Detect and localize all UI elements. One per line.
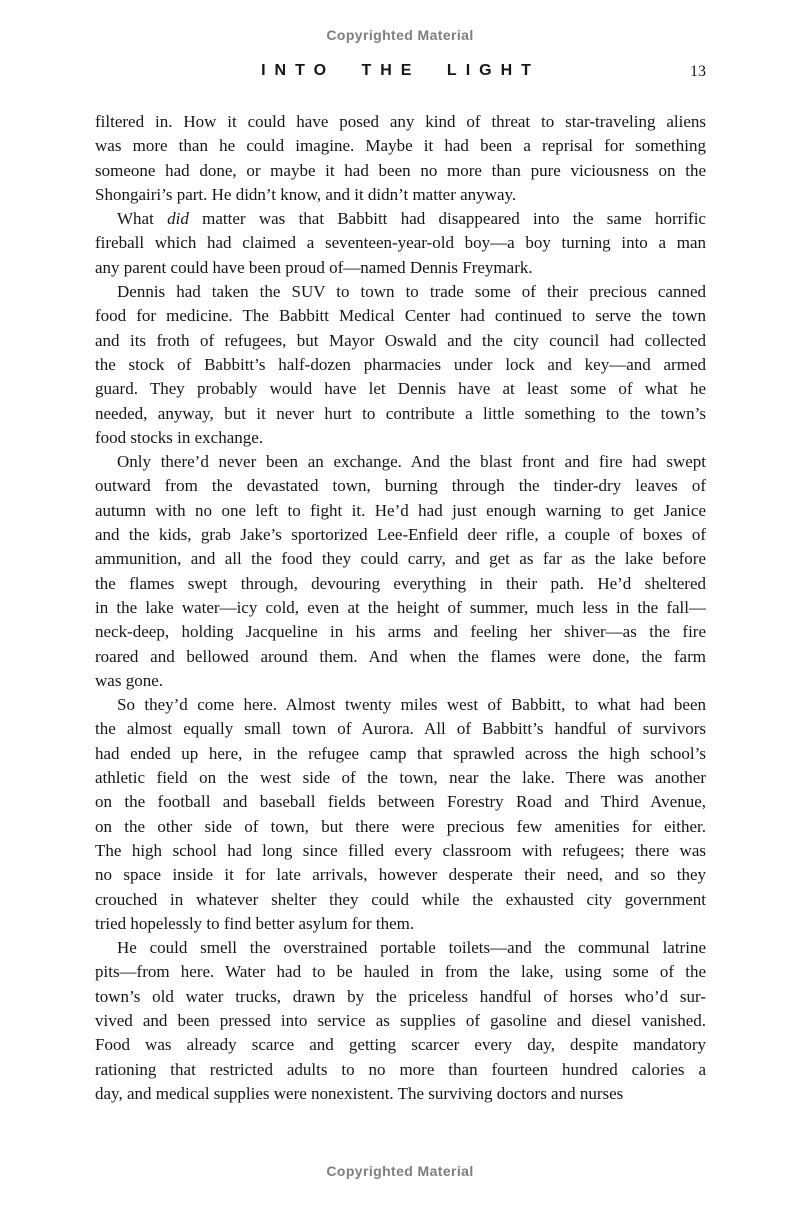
body-text: [95, 110, 706, 1106]
book-title: INTO THE LIGHT: [261, 62, 540, 79]
text-line: guard. They probably would have let Dennis have at least some of what he: [95, 379, 706, 399]
text-line: any parent could have been proud of—named Dennis Freymark.: [95, 257, 533, 277]
text-line: on the other side of town, but there were precious few amenities for either.: [95, 816, 706, 836]
paragraph: [95, 280, 706, 450]
text-line: roared and bellowed around them. And when the flames were done, the farm: [95, 646, 706, 666]
text-line: needed, anyway, but it never hurt to contribute a little something to the town’s: [95, 403, 706, 423]
text-line: in the lake water—icy cold, even at the height of summer, much less in the fall—: [95, 597, 706, 617]
text-line: and the kids, grab Jake’s sportorized Lee-Enfield deer rifle, a couple of boxes of: [95, 525, 706, 545]
running-head: [95, 62, 706, 82]
text-line: the stock of Babbitt’s half-dozen pharmacies under lock and key—and armed: [95, 354, 706, 374]
text-line: and its froth of refugees, but Mayor Oswald and the city council had collected: [95, 330, 706, 350]
text-line: was gone.: [95, 670, 163, 690]
text-line: day, and medical supplies were nonexistent. The surviving doctors and nurses: [95, 1083, 624, 1103]
text-line: someone had done, or maybe it had been no more than pure viciousness on the: [95, 160, 706, 180]
text-line: Food was already scarce and getting scarcer every day, despite mandatory: [95, 1035, 706, 1055]
paragraph: [95, 207, 706, 280]
text-line: outward from the devastated town, burning through the tinder-dry leaves of: [95, 476, 706, 496]
text-line: fireball which had claimed a seventeen-year-old boy—a boy turning into a man: [95, 233, 706, 253]
text-line: food for medicine. The Babbitt Medical Center had continued to serve the town: [95, 306, 706, 326]
text-line: had ended up here, in the refugee camp that sprawled across the high school’s: [95, 743, 706, 763]
text-line: on the football and baseball fields between Forestry Road and Third Avenue,: [95, 792, 706, 812]
text-line: no space inside it for late arrivals, however desperate their need, and so they: [95, 865, 706, 885]
text-line: autumn with no one left to fight it. He’d had just enough warning to get Janice: [95, 500, 706, 520]
text-line: athletic field on the west side of the town, near the lake. There was another: [95, 768, 706, 788]
text-line: ammunition, and all the food they could carry, and get as far as the lake before: [95, 549, 706, 569]
text-line: Shongairi’s part. He didn’t know, and it didn’t matter anyway.: [95, 184, 517, 204]
text-line: vived and been pressed into service as supplies of gasoline and diesel vanished.: [95, 1010, 706, 1030]
copyright-notice-bottom: Copyrighted Material: [326, 1163, 474, 1179]
text-line: What did matter was that Babbitt had disappeared into the same horrific: [117, 209, 706, 229]
paragraph: [95, 450, 706, 693]
paragraph: [95, 110, 706, 207]
page-number: 13: [690, 63, 706, 80]
text-line: Only there’d never been an exchange. And the blast front and fire had swept: [117, 452, 706, 472]
text-line: tried hopelessly to find better asylum for them.: [95, 913, 415, 933]
paragraph: [95, 693, 706, 936]
text-line: was more than he could imagine. Maybe it had been a reprisal for something: [95, 136, 706, 156]
text-line: He could smell the overstrained portable toilets—and the communal latrine: [117, 938, 706, 958]
text-line: town’s old water trucks, drawn by the priceless handful of horses who’d sur-: [95, 986, 706, 1006]
text-line: crouched in whatever shelter they could while the exhausted city government: [95, 889, 706, 909]
text-line: filtered in. How it could have posed any kind of threat to star-traveling aliens: [95, 112, 706, 131]
text-line: the flames swept through, devouring everything in their path. He’d sheltered: [95, 573, 706, 593]
text-line: food stocks in exchange.: [95, 427, 264, 447]
text-line: rationing that restricted adults to no more than fourteen hundred calories a: [95, 1059, 706, 1079]
copyright-notice-top: Copyrighted Material: [326, 27, 474, 43]
text-line: neck-deep, holding Jacqueline in his arms and feeling her shiver—as the fire: [95, 622, 706, 642]
text-line: the almost equally small town of Aurora. All of Babbitt’s handful of survivors: [95, 719, 706, 739]
paragraph: [95, 936, 706, 1106]
text-line: The high school had long since filled every classroom with refugees; there was: [95, 840, 706, 860]
text-line: So they’d come here. Almost twenty miles west of Babbitt, to what had been: [117, 695, 706, 715]
text-line: pits—from here. Water had to be hauled in from the lake, using some of the: [95, 962, 706, 982]
text-line: Dennis had taken the SUV to town to trade some of their precious canned: [117, 282, 706, 302]
